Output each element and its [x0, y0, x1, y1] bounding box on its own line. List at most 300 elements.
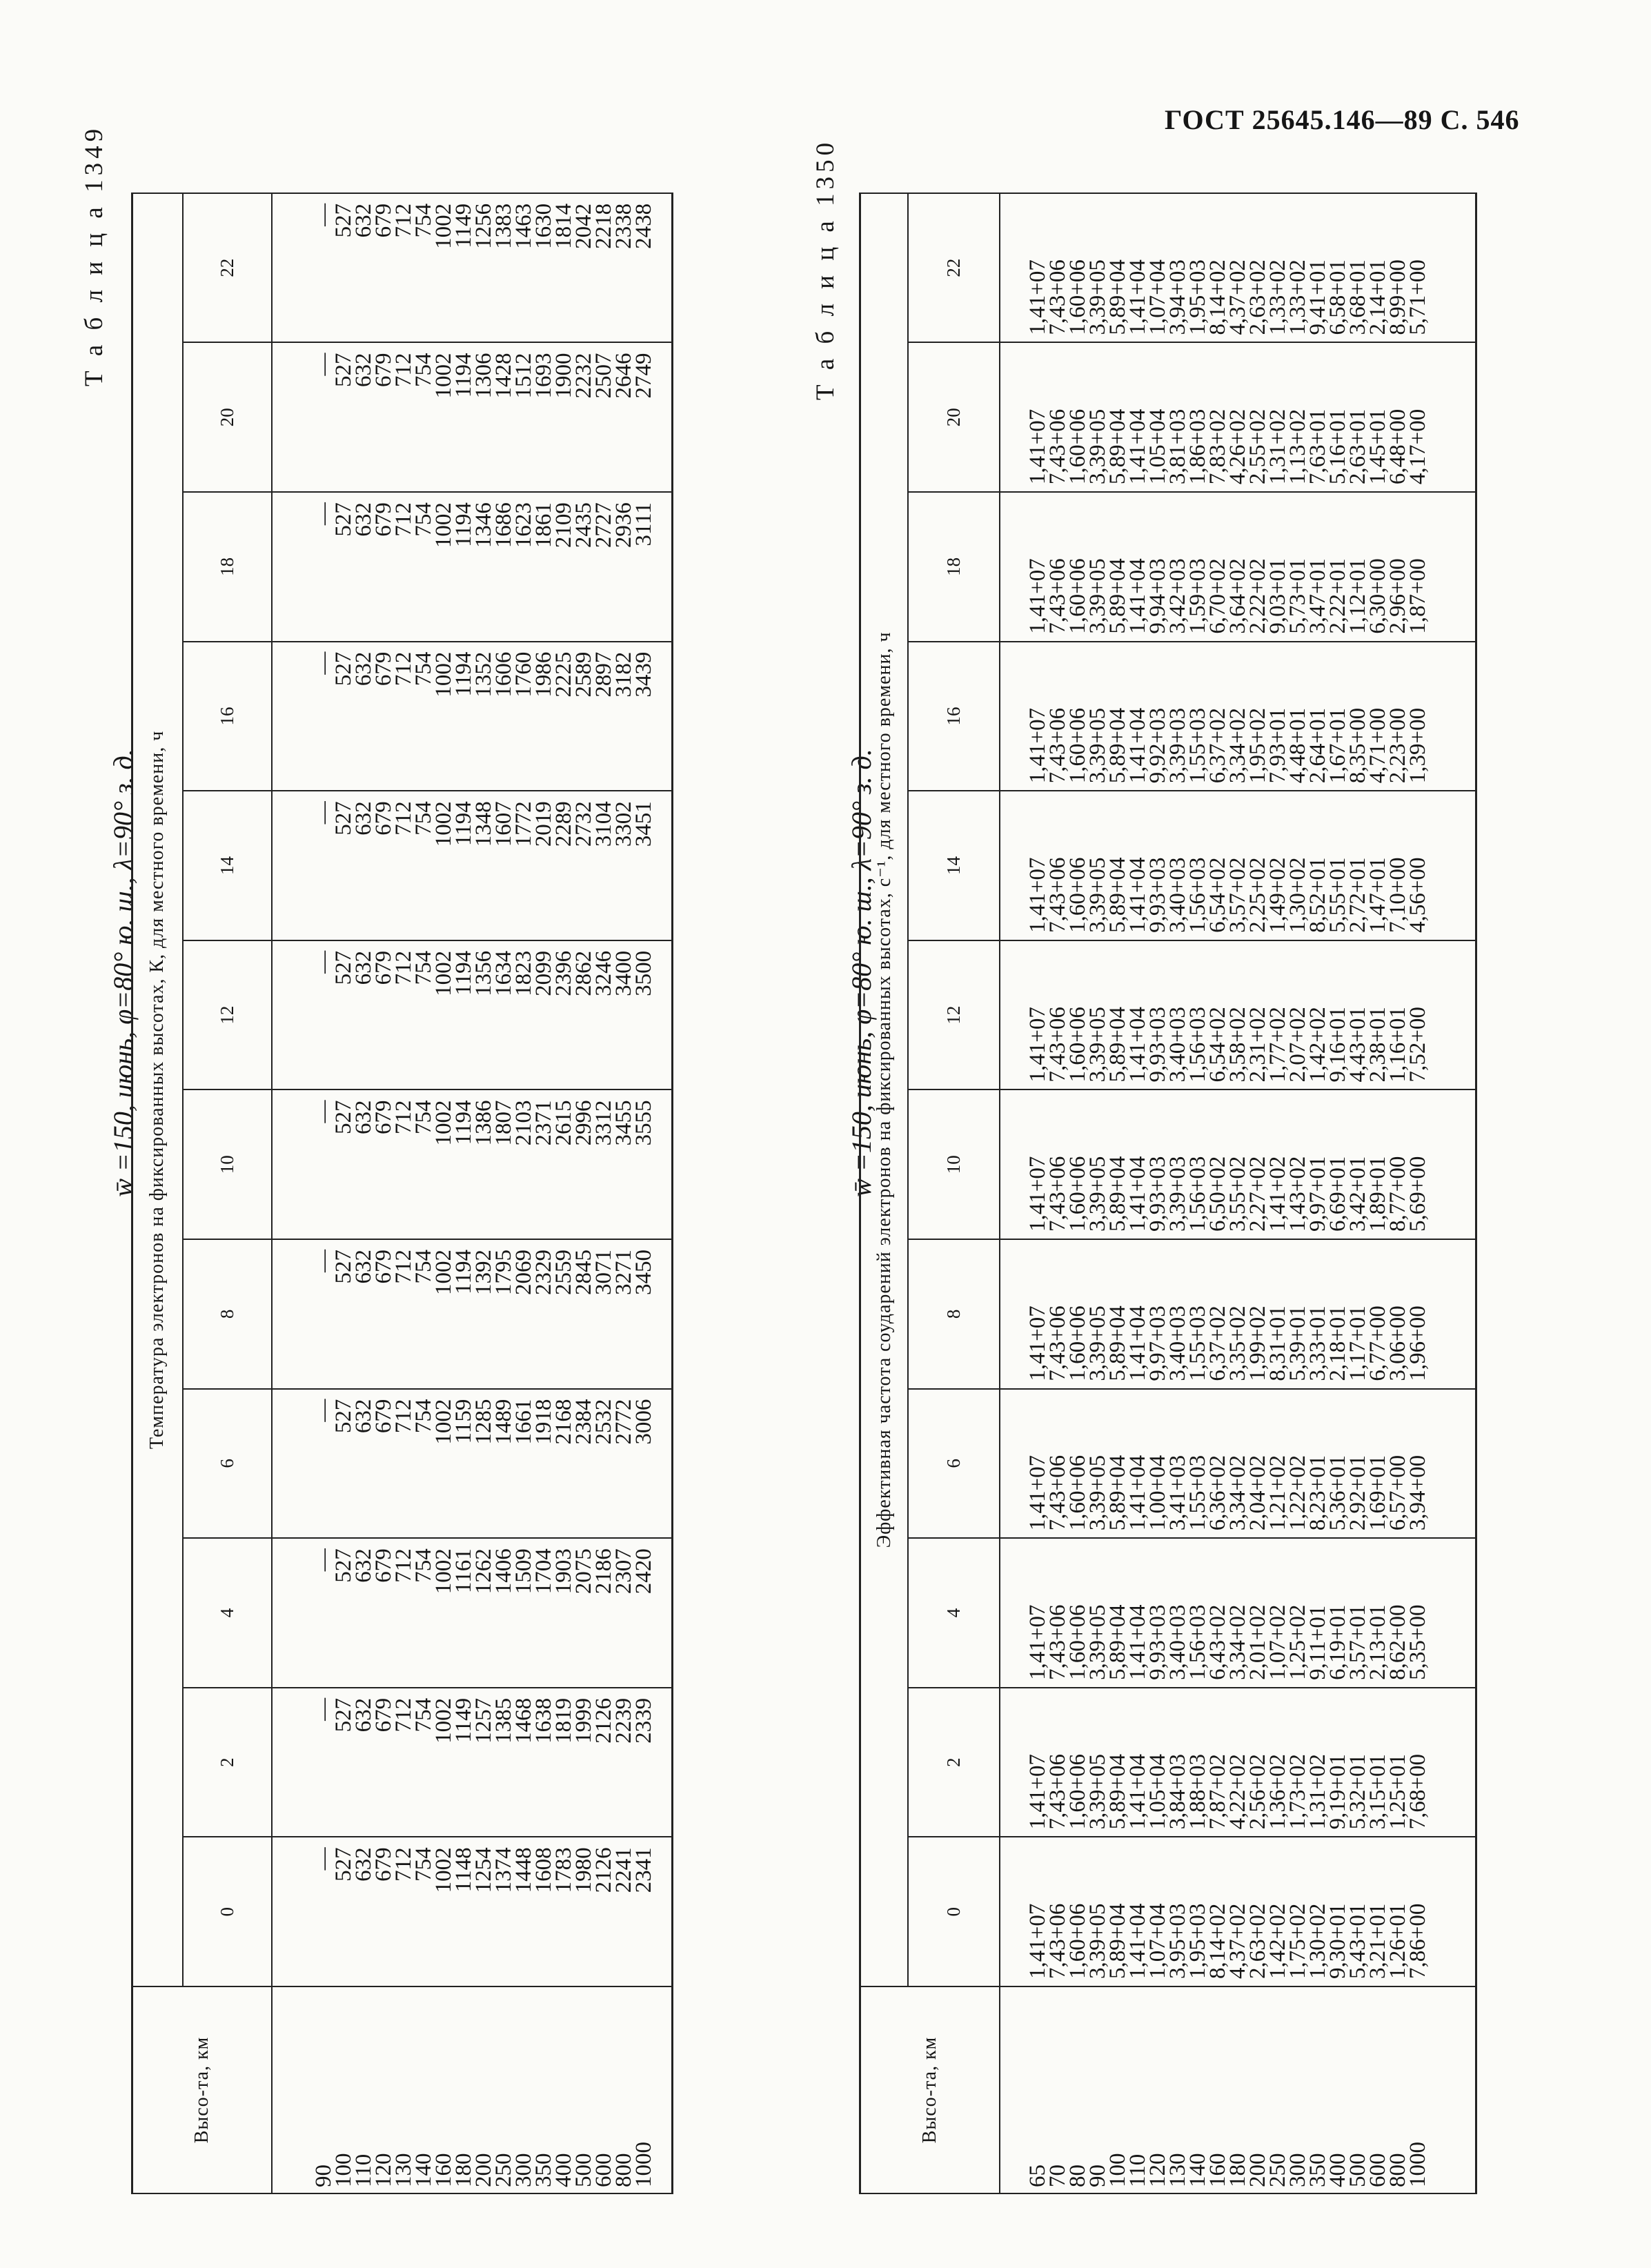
- table1-cell: 1900: [551, 353, 576, 399]
- table1-cell: 2225: [551, 651, 576, 698]
- table1-hour-10: 10: [183, 1089, 272, 1239]
- table1-hour-2: 2: [183, 1688, 272, 1837]
- table1-cell: 527: [331, 353, 356, 387]
- table2-cell: 1,88+03: [1185, 1754, 1210, 1830]
- table2-cell: 2,18+01: [1325, 1305, 1350, 1381]
- table2-cell: 2,56+02: [1245, 1754, 1270, 1830]
- table2-cell: 2,63+02: [1245, 1903, 1270, 1979]
- table1-cell: 1608: [531, 1847, 556, 1893]
- table2-cell: 5,39+01: [1285, 1305, 1310, 1381]
- table2-cell: 8,35+00: [1345, 707, 1370, 784]
- table1-cell: 632: [351, 1250, 376, 1284]
- table1-cell: 1392: [471, 1250, 496, 1296]
- table2-cell: 1,12+01: [1345, 558, 1370, 634]
- table1-hour-8: 8: [183, 1239, 272, 1389]
- table2-cell: 5,89+04: [1105, 707, 1130, 784]
- table2-cell: 5,89+04: [1105, 1455, 1130, 1531]
- table2-cell: 1,31+02: [1305, 1754, 1330, 1830]
- table1-cell: 1980: [571, 1847, 596, 1893]
- table2-cell: 7,68+00: [1405, 1754, 1430, 1830]
- table2-cell: 9,94+03: [1145, 558, 1170, 634]
- table2-cell: 2,55+02: [1245, 408, 1270, 485]
- table2-cell: 3,34+02: [1225, 707, 1250, 784]
- table2-cell: 7,43+06: [1045, 1903, 1070, 1979]
- table1-cell: 632: [351, 801, 376, 836]
- table2-cell: 1,41+02: [1265, 1156, 1290, 1232]
- table2-cell: 1,60+06: [1065, 1305, 1090, 1381]
- table2-cell: 1,25+01: [1385, 1754, 1410, 1830]
- table2-cell: 2,31+02: [1245, 1007, 1270, 1083]
- table1-cell: 527: [331, 1847, 356, 1882]
- table1-column-12: [272, 940, 672, 1090]
- table1-cell: —: [311, 203, 336, 226]
- table2-cell: 1,45+01: [1365, 408, 1390, 485]
- table2-cell: 7,10+00: [1385, 857, 1410, 933]
- table2-altitude-value: 160: [1205, 2153, 1230, 2187]
- table2-cell: 1,30+02: [1285, 857, 1310, 933]
- table1-altitude-value: 500: [571, 2153, 596, 2187]
- table2-cell: 1,56+03: [1185, 857, 1210, 933]
- table2-altitude-value: 140: [1185, 2153, 1210, 2187]
- table2-cell: 7,93+01: [1265, 707, 1290, 784]
- table2-cell: 3,39+03: [1165, 707, 1190, 784]
- table2-cell: 3,42+03: [1165, 558, 1190, 634]
- table2-cell: 9,93+03: [1145, 1156, 1170, 1232]
- table1-cell: 712: [391, 801, 416, 836]
- table1-cell: 1254: [471, 1847, 496, 1893]
- table1-cell: 1002: [431, 1100, 456, 1146]
- table1-alt-header: Высо-та, км: [132, 1986, 273, 2193]
- table1-cell: 1257: [471, 1697, 496, 1744]
- table2-cell: 1,89+01: [1365, 1156, 1390, 1232]
- table1-cell: 1623: [511, 502, 536, 549]
- table1-cell: 754: [411, 801, 436, 836]
- table2-cell: 5,89+04: [1105, 259, 1130, 335]
- table2-cell: 1,86+03: [1185, 408, 1210, 485]
- table1-cell: 2420: [631, 1548, 656, 1595]
- table1-column-16: [272, 642, 672, 791]
- table2-cell: 3,33+01: [1305, 1305, 1330, 1381]
- table1-cell: 1861: [531, 502, 556, 549]
- table2-cell: 1,36+02: [1265, 1754, 1290, 1830]
- table2-cell: 3,94+03: [1165, 259, 1190, 335]
- table2-cell: 1,41+04: [1125, 707, 1150, 784]
- table2-hour-20: 20: [908, 342, 1000, 492]
- table1-cell: 3071: [591, 1250, 616, 1296]
- table1-cell: 527: [331, 950, 356, 985]
- table1-cell: 1374: [491, 1847, 516, 1893]
- table2-altitude-value: 100: [1105, 2153, 1130, 2187]
- table2-altitude-value: 80: [1065, 2165, 1090, 2187]
- table1-cell: 1638: [531, 1697, 556, 1744]
- table2-cell: 1,17+01: [1345, 1305, 1370, 1381]
- table1-column-14: [272, 791, 672, 940]
- table2-cell: 1,55+03: [1185, 707, 1210, 784]
- table1-cell: 527: [331, 203, 356, 238]
- table1-cell: 2435: [571, 502, 596, 549]
- table1-cell: 679: [371, 1548, 396, 1583]
- table1-cell: 3450: [631, 1250, 656, 1296]
- table1-cell: 1903: [551, 1548, 576, 1595]
- table1-cell: 527: [331, 801, 356, 836]
- table1-altitude-value: 1000: [631, 2142, 656, 2187]
- table1-column-10: [272, 1089, 672, 1239]
- table1-cell: 3246: [591, 950, 616, 996]
- table1-column-18: [272, 492, 672, 642]
- table2-cell: 1,55+03: [1185, 1455, 1210, 1531]
- table2-cell: 7,43+06: [1045, 1754, 1070, 1830]
- table1-column-22: [272, 193, 672, 343]
- table1-cell: 1352: [471, 651, 496, 698]
- table1-cell: 754: [411, 651, 436, 687]
- table2-cell: 4,71+00: [1365, 707, 1390, 784]
- table2-hour-16: 16: [908, 642, 1000, 791]
- table2-cell: 1,41+04: [1125, 259, 1150, 335]
- table1-cell: 1002: [431, 1399, 456, 1445]
- table1-cell: 1606: [491, 651, 516, 698]
- table1-cell: 2103: [511, 1100, 536, 1146]
- table2-cell: 7,43+06: [1045, 857, 1070, 933]
- table2-cell: 6,30+00: [1365, 558, 1390, 634]
- table1-cell: —: [311, 353, 336, 376]
- table2-altitude-value: 600: [1365, 2153, 1390, 2187]
- table2-cell: 2,01+02: [1245, 1604, 1270, 1680]
- table1-cell: 1002: [431, 1548, 456, 1595]
- table1-cell: 2727: [591, 502, 616, 549]
- table2-cell: 1,13+02: [1285, 408, 1310, 485]
- table2-altitude-value: 1000: [1405, 2142, 1430, 2187]
- table1-cell: 1693: [531, 353, 556, 399]
- table2-cell: 5,69+00: [1405, 1156, 1430, 1232]
- table2-cell: 1,95+02: [1245, 707, 1270, 784]
- table1-cell: 2615: [551, 1100, 576, 1146]
- table2-column-0: [1000, 1837, 1476, 1986]
- table2-altitude-value: 130: [1165, 2153, 1190, 2187]
- table1-cell: 3500: [631, 950, 656, 996]
- table1-altitudes: [311, 1987, 656, 2193]
- table1-cell: 712: [391, 1847, 416, 1882]
- table2-cell: 3,64+02: [1225, 558, 1250, 634]
- table2-alt-header: Высо-та, км: [860, 1986, 1000, 2193]
- table1-hour-14: 14: [183, 791, 272, 940]
- table1-altitude-value: 600: [591, 2153, 616, 2187]
- table1-cell: 2897: [591, 651, 616, 698]
- table2-caption: Эффективная частота соударений электронов на фиксированных высотах, с⁻¹, для местного времени, ч: [860, 193, 908, 1986]
- table2-hour-8: 8: [908, 1239, 1000, 1389]
- table2-altitude-value: 70: [1045, 2165, 1070, 2187]
- table1-cell: 632: [351, 1847, 376, 1882]
- table2-cell: 1,60+06: [1065, 1455, 1090, 1531]
- table2-cell: 1,39+00: [1405, 707, 1430, 784]
- table2-altitude-value: 350: [1305, 2153, 1330, 2187]
- table2-hour-12: 12: [908, 940, 1000, 1090]
- table2-cell: 6,37+02: [1205, 1305, 1230, 1381]
- table2-cell: 3,39+05: [1085, 1305, 1110, 1381]
- table1-cell: 2126: [591, 1847, 616, 1893]
- table1-cell: —: [311, 1250, 336, 1273]
- table1-cell: 1760: [511, 651, 536, 698]
- table1-altitude-value: 180: [451, 2153, 476, 2187]
- table2-cell: 3,41+03: [1165, 1455, 1190, 1531]
- table2-cell: 3,39+05: [1085, 408, 1110, 485]
- table2-cell: 3,15+01: [1365, 1754, 1390, 1830]
- table1-cell: 2126: [591, 1697, 616, 1744]
- table2-cell: 9,03+01: [1265, 558, 1290, 634]
- table1-cell: 2019: [531, 801, 556, 847]
- table1-cell: 2384: [571, 1399, 596, 1445]
- table2-cell: 7,43+06: [1045, 1455, 1070, 1531]
- table1-cell: 2589: [571, 651, 596, 698]
- table2-cell: 6,69+01: [1325, 1156, 1350, 1232]
- table1-caption: Температура электронов на фиксированных высотах, К, для местного времени, ч: [132, 193, 183, 1986]
- table1-cell: 1999: [571, 1697, 596, 1744]
- table2-cell: 3,81+03: [1165, 408, 1190, 485]
- table2-cell: 1,41+07: [1025, 1007, 1050, 1083]
- table2-cell: 1,60+06: [1065, 408, 1090, 485]
- table2-cell: 5,89+04: [1105, 408, 1130, 485]
- table1-cell: 2396: [551, 950, 576, 996]
- table1-cell: 632: [351, 1548, 376, 1583]
- table2-altitude-value: 400: [1325, 2153, 1350, 2187]
- table1-cell: 1002: [431, 203, 456, 249]
- table2-cell: 3,55+02: [1225, 1156, 1250, 1232]
- table2-cell: 4,56+00: [1405, 857, 1430, 933]
- table1-cell: 632: [351, 203, 376, 238]
- table2-cell: 5,89+04: [1105, 1007, 1130, 1083]
- table1-cell: 2099: [531, 950, 556, 996]
- table1-cell: 2232: [571, 353, 596, 399]
- table1-cell: 1161: [451, 1548, 476, 1593]
- table2-cell: 1,41+07: [1025, 259, 1050, 335]
- table2-cell: 9,97+01: [1305, 1156, 1330, 1232]
- table2-cell: 9,93+03: [1145, 1604, 1170, 1680]
- table1-cell: 1346: [471, 502, 496, 549]
- table1-cell: 632: [351, 651, 376, 687]
- table2-altitude-value: 110: [1125, 2153, 1150, 2187]
- table1-altitude-value: 130: [391, 2153, 416, 2187]
- table1-altitude-value: 110: [351, 2153, 376, 2187]
- table1-cell: 527: [331, 1697, 356, 1733]
- table2-altitude-value: 90: [1085, 2165, 1110, 2187]
- table2-cell: 3,39+05: [1085, 1007, 1110, 1083]
- table2-cell: 1,41+07: [1025, 1604, 1050, 1680]
- table2-cell: 6,48+00: [1385, 408, 1410, 485]
- table1-cell: 1814: [551, 203, 576, 249]
- table2-cell: 9,92+03: [1145, 707, 1170, 784]
- table1-cell: 1149: [451, 1697, 476, 1743]
- table2-cell: 1,05+04: [1145, 408, 1170, 485]
- table1-cell: 1509: [511, 1548, 536, 1595]
- table2-cell: 6,54+02: [1205, 857, 1230, 933]
- table1-cell: 1807: [491, 1100, 516, 1146]
- table1-altitude-value: 200: [471, 2153, 496, 2187]
- table1-cell: 754: [411, 1697, 436, 1733]
- table1-cell: 1002: [431, 1697, 456, 1744]
- table2-cell: 2,63+02: [1245, 259, 1270, 335]
- table2-cell: 1,07+04: [1145, 259, 1170, 335]
- table1-column-2: [272, 1688, 672, 1837]
- table2-cell: 7,43+06: [1045, 1305, 1070, 1381]
- table1-cell: 527: [331, 1399, 356, 1434]
- table2-hour-18: 18: [908, 492, 1000, 642]
- table1-cell: 712: [391, 950, 416, 985]
- table2-cell: 8,52+01: [1305, 857, 1330, 933]
- table2-cell: 1,95+03: [1185, 1903, 1210, 1979]
- table1-cell: 679: [371, 353, 396, 387]
- table1-cell: 1772: [511, 801, 536, 847]
- table2-cell: 1,41+07: [1025, 1455, 1050, 1531]
- table1-cell: 2646: [611, 353, 636, 399]
- table2-cell: 8,77+00: [1385, 1156, 1410, 1232]
- table2-cell: 1,41+07: [1025, 1156, 1050, 1232]
- table2-cell: 6,50+02: [1205, 1156, 1230, 1232]
- table1-altitude-value: 300: [511, 2153, 536, 2187]
- table2-cell: 1,41+07: [1025, 1305, 1050, 1381]
- table2-cell: 1,60+06: [1065, 1903, 1090, 1979]
- table1-cell: 2218: [591, 203, 616, 249]
- table2-cell: 1,33+02: [1285, 259, 1310, 335]
- table1-cell: 712: [391, 1548, 416, 1583]
- table1-cell: 1002: [431, 651, 456, 698]
- table2-cell: 2,27+02: [1245, 1156, 1270, 1232]
- table1-cell: 712: [391, 1100, 416, 1134]
- table2-altitude-value: 65: [1025, 2165, 1050, 2187]
- table2-column-20: [1000, 342, 1476, 492]
- table1-cell: 1002: [431, 353, 456, 399]
- table1-cell: —: [311, 1847, 336, 1871]
- table1-altitude-value: 400: [551, 2153, 576, 2187]
- table2-cell: 1,00+04: [1145, 1455, 1170, 1531]
- table2-cell: 1,41+04: [1125, 857, 1150, 933]
- table2-cell: 1,22+02: [1285, 1455, 1310, 1531]
- table2-column-2: [1000, 1688, 1476, 1837]
- table2-cell: 1,05+04: [1145, 1754, 1170, 1830]
- table2-cell: 1,42+02: [1265, 1903, 1290, 1979]
- table1-hour-0: 0: [183, 1837, 272, 1986]
- table2-cell: 4,22+02: [1225, 1754, 1250, 1830]
- table2-column-12: [1000, 940, 1476, 1090]
- table2-cell: 1,41+07: [1025, 857, 1050, 933]
- table1-cell: 679: [371, 651, 396, 687]
- table2-cell: 5,89+04: [1105, 857, 1130, 933]
- table2-cell: 1,41+07: [1025, 707, 1050, 784]
- table2-cell: 2,63+01: [1345, 408, 1370, 485]
- table1-cell: 754: [411, 1250, 436, 1284]
- table2-cell: 3,40+03: [1165, 1305, 1190, 1381]
- table1-cell: 2168: [551, 1399, 576, 1445]
- table1-cell: 3271: [611, 1250, 636, 1296]
- table1-cell: 1348: [471, 801, 496, 847]
- table1-cell: 1704: [531, 1548, 556, 1595]
- table1-cell: 527: [331, 1548, 356, 1583]
- table2-cell: 3,58+02: [1225, 1007, 1250, 1083]
- table1-cell: 1149: [451, 203, 476, 248]
- table1-cell: 754: [411, 1399, 436, 1434]
- table1-cell: —: [311, 502, 336, 526]
- table1-cell: 712: [391, 203, 416, 238]
- table2-cell: 1,73+02: [1285, 1754, 1310, 1830]
- table2-column-16: [1000, 642, 1476, 791]
- table2-cell: 2,64+01: [1305, 707, 1330, 784]
- table2-cell: 6,54+02: [1205, 1007, 1230, 1083]
- table2-cell: 1,56+03: [1185, 1604, 1210, 1680]
- table1-hour-6: 6: [183, 1389, 272, 1539]
- table1-cell: 632: [351, 1100, 376, 1134]
- table2-cell: 1,87+00: [1405, 558, 1430, 634]
- table1-altitude-value: 90: [311, 2165, 336, 2187]
- table1-cell: 2239: [611, 1697, 636, 1744]
- table1-cell: 754: [411, 353, 436, 387]
- table1-cell: 527: [331, 502, 356, 537]
- table1-cell: 679: [371, 1697, 396, 1733]
- table1-altitude-value: 140: [411, 2153, 436, 2187]
- table1-cell: 712: [391, 353, 416, 387]
- table2-cell: 5,73+01: [1285, 558, 1310, 634]
- table2-cell: 7,86+00: [1405, 1903, 1430, 1979]
- table2-cell: 1,41+04: [1125, 1305, 1150, 1381]
- page-header: ГОСТ 25645.146—89 С. 546: [1165, 104, 1520, 135]
- table2-cell: 3,94+00: [1405, 1455, 1430, 1531]
- table1-altitude-value: 100: [331, 2153, 356, 2187]
- table1-column-0: [272, 1837, 672, 1986]
- table2-cell: 1,43+02: [1285, 1156, 1310, 1232]
- table2-cell: 5,36+01: [1325, 1455, 1350, 1531]
- table2-cell: 3,21+01: [1365, 1903, 1390, 1979]
- table2-cell: 1,41+04: [1125, 558, 1150, 634]
- table1-cell: 1356: [471, 950, 496, 996]
- table1-cell: 712: [391, 502, 416, 537]
- table2-cell: 5,89+04: [1105, 1305, 1130, 1381]
- table1-hour-22: 22: [183, 193, 272, 343]
- table2-hour-4: 4: [908, 1538, 1000, 1688]
- table2-cell: 2,22+01: [1325, 558, 1350, 634]
- table2-cell: 6,77+00: [1365, 1305, 1390, 1381]
- table2-cell: 6,43+02: [1205, 1604, 1230, 1680]
- table2-cell: 1,60+06: [1065, 1754, 1090, 1830]
- table2-cell: 1,67+01: [1325, 707, 1350, 784]
- table2-cell: 1,16+01: [1385, 1007, 1410, 1083]
- table1-cell: 1385: [491, 1697, 516, 1744]
- table2-cell: 8,14+02: [1205, 1903, 1230, 1979]
- table2-altitude-value: 200: [1245, 2153, 1270, 2187]
- table1-cell: 754: [411, 1548, 436, 1583]
- table1-cell: 754: [411, 203, 436, 238]
- table1-cell: 3006: [631, 1399, 656, 1445]
- table2-cell: 1,25+02: [1285, 1604, 1310, 1680]
- table1-cell: 2559: [551, 1250, 576, 1296]
- table1-cell: 2186: [591, 1548, 616, 1595]
- table1-hour-18: 18: [183, 492, 272, 642]
- table2-cell: 9,97+03: [1145, 1305, 1170, 1381]
- table2-cell: 5,89+04: [1105, 1156, 1130, 1232]
- table2-cell: 3,39+05: [1085, 1156, 1110, 1232]
- table2-cell: 1,56+03: [1185, 1156, 1210, 1232]
- table2-altitude-value: 800: [1385, 2153, 1410, 2187]
- table2-cell: 1,41+07: [1025, 1903, 1050, 1979]
- table2-cell: 3,40+03: [1165, 1007, 1190, 1083]
- table1-cell: 1159: [451, 1399, 476, 1444]
- table1-cell: 1463: [511, 203, 536, 249]
- table1-cell: 632: [351, 1697, 376, 1733]
- table2-cell: 1,41+04: [1125, 1604, 1150, 1680]
- table2-cell: 1,77+02: [1265, 1007, 1290, 1083]
- table2-cell: 1,21+02: [1265, 1455, 1290, 1531]
- table2-cell: 4,17+00: [1405, 408, 1430, 485]
- table1-cell: 1686: [491, 502, 516, 549]
- table2-altitude-value: 250: [1265, 2153, 1290, 2187]
- table1-cell: —: [311, 1399, 336, 1422]
- table1-cell: 1194: [451, 801, 476, 847]
